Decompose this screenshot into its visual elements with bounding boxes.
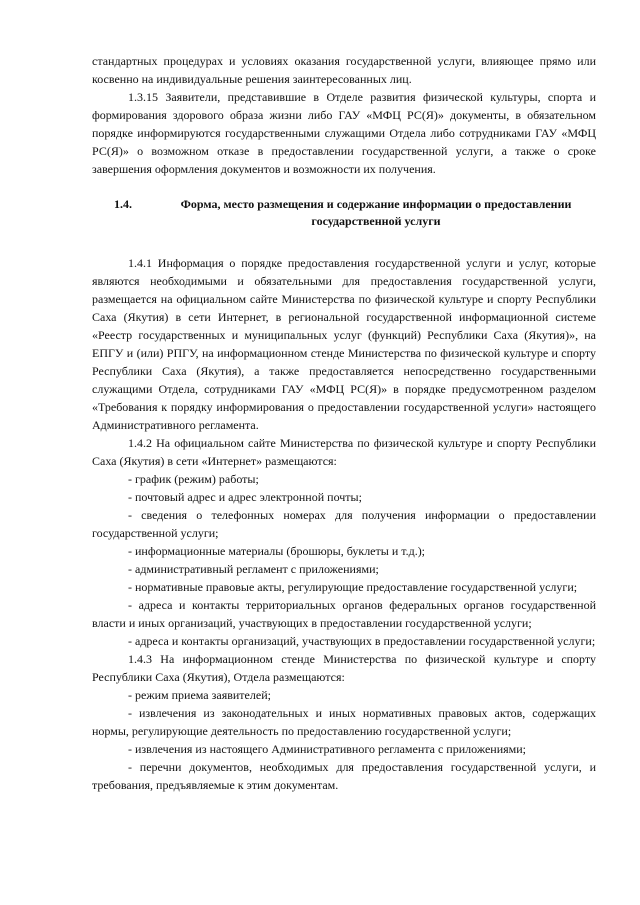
list-item: - режим приема заявителей; — [128, 688, 271, 702]
list-item: - административный регламент с приложениями; — [128, 562, 379, 576]
section-heading — [92, 196, 596, 230]
paragraph-1-4-1: 1.4.1 Информация о порядке предоставления государственной услуги и услуг, которые являются необходимыми и обязательными для предоставления государственной услуги, размещается на официальном сайте Министерства по физической культуре и спорту Республики Саха (Якутия) в сети Интернет, в региональной государственной информационной системе «Реестр государственных и муниципальных услуг (функций) Республики Саха (Якутия)», на ЕПГУ и (или) РПГУ, на информационном стенде Министерства по физической культуре и спорту Республики Саха (Якутия), а также предоставляется непосредственно государственными служащими Отдела, сотрудниками ГАУ «МФЦ РС(Я)» в порядке предусмотренном разделом «Требования к порядку информирования о предоставлении государственной услуги» настоящего Административного регламента. — [92, 256, 596, 432]
list-item: - извлечения из настоящего Административного регламента с приложениями; — [128, 742, 526, 756]
paragraph-1-4-3: 1.4.3 На информационном стенде Министерства по физической культуре и спорту Республики Саха (Якутия), Отдела размещаются: — [92, 652, 596, 684]
list-item: - перечни документов, необходимых для предоставления государственной услуги, и требования, предъявляемые к этим документам. — [92, 760, 596, 792]
section-number: 1.4. — [114, 197, 132, 211]
paragraph-continuation: стандартных процедурах и условиях оказания государственной услуги, влияющее прямо или косвенно на индивидуальные решения заинтересованных лиц. — [92, 54, 596, 86]
list-item: - адреса и контакты территориальных органов федеральных органов государственной власти и иных организаций, участвующих в предоставлении государственной услуги; — [92, 598, 596, 630]
section-title: Форма, место размещения и содержание информации о предоставлении государственной услуги — [180, 197, 572, 228]
list-item: - почтовый адрес и адрес электронной почты; — [128, 490, 362, 504]
list-item: - информационные материалы (брошюры, буклеты и т.д.); — [128, 544, 426, 558]
list-item: - сведения о телефонных номерах для получения информации о предоставлении государственной услуги; — [92, 508, 596, 540]
list-item: - адреса и контакты организаций, участвующих в предоставлении государственной услуги; — [128, 634, 596, 648]
document-page — [92, 52, 596, 794]
list-item: - извлечения из законодательных и иных нормативных правовых актов, содержащих нормы, регулирующие деятельность по предоставлению государственной услуги; — [92, 706, 596, 738]
paragraph-1-4-2: 1.4.2 На официальном сайте Министерства по физической культуре и спорту Республики Саха (Якутия) в сети «Интернет» размещаются: — [92, 436, 596, 468]
list-item: - график (режим) работы; — [128, 472, 259, 486]
list-item: - нормативные правовые акты, регулирующие предоставление государственной услуги; — [128, 580, 578, 594]
paragraph-1-3-15: 1.3.15 Заявители, представившие в Отделе развития физической культуры, спорта и формирования здорового образа жизни либо ГАУ «МФЦ РС(Я)» документы, в обязательном порядке информируются государственными служащими Отдела либо сотрудниками ГАУ «МФЦ РС(Я)» о возможном отказе в предоставлении государственной услуги, а также о сроке завершения оформления документов и возможности их получения. — [92, 90, 596, 176]
